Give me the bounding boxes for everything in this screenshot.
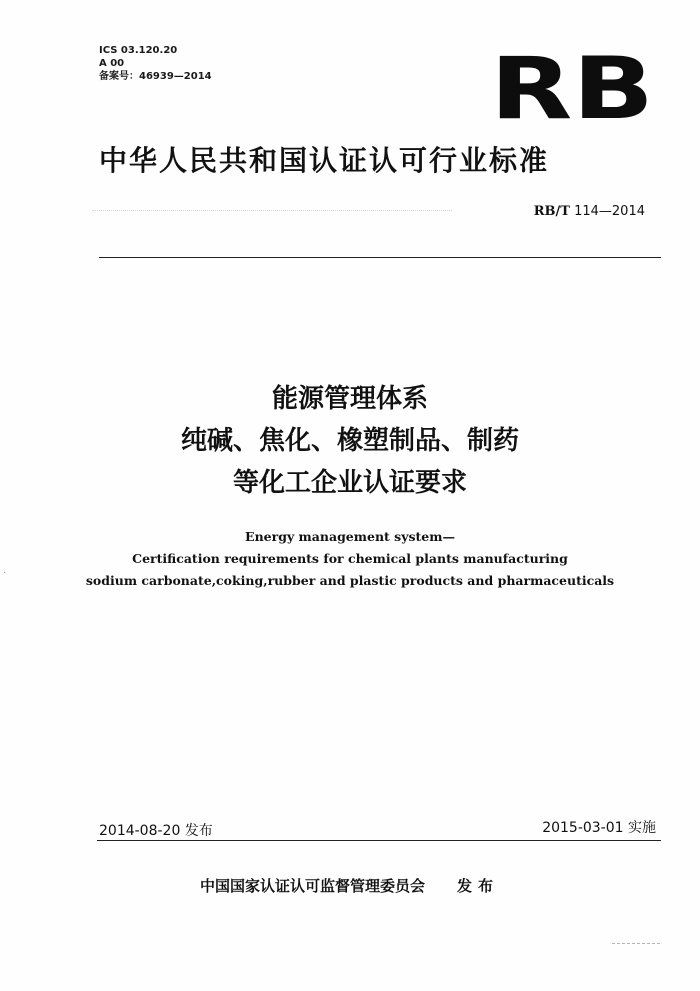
top-divider <box>99 257 661 258</box>
scan-noise <box>92 210 452 215</box>
publisher-action: 发布 <box>457 877 500 895</box>
english-title-line-2: Certification requirements for chemical plants manufacturing <box>132 551 568 566</box>
scan-mark <box>612 943 660 944</box>
class-code: A 00 <box>99 58 125 69</box>
chinese-title-line-3: 等化工企业认证要求 <box>232 468 467 498</box>
chinese-title <box>0 378 700 504</box>
rb-logo <box>489 54 655 124</box>
english-title-line-1: Energy management system— <box>245 529 455 544</box>
publisher-name: 中国国家认证认可监督管理委员会 <box>200 877 426 895</box>
standard-number <box>534 204 645 220</box>
implementation-date: 2015-03-01 实施 <box>542 820 656 836</box>
standard-prefix: RB/T <box>533 204 570 219</box>
standard-code: 114—2014 <box>569 204 645 219</box>
chinese-title-line-2: 纯碱、焦化、橡塑制品、制药 <box>180 426 519 456</box>
chinese-title-line-1: 能源管理体系 <box>271 384 428 414</box>
issue-date: 2014-08-20 发布 <box>99 823 213 839</box>
header-title: 中华人民共和国认证认可行业标准 <box>99 144 550 177</box>
english-title-line-3: sodium carbonate,coking,rubber and plastic products and pharmaceuticals <box>85 573 615 588</box>
publisher <box>200 876 499 896</box>
classification-codes <box>99 44 212 83</box>
bottom-divider <box>97 840 661 841</box>
scan-speck: · <box>3 568 7 579</box>
ics-code: ICS 03.120.20 <box>99 45 178 56</box>
english-title <box>0 526 700 592</box>
record-number: 备案号：46939—2014 <box>99 71 212 82</box>
rb-logo-text: RB <box>490 54 654 124</box>
